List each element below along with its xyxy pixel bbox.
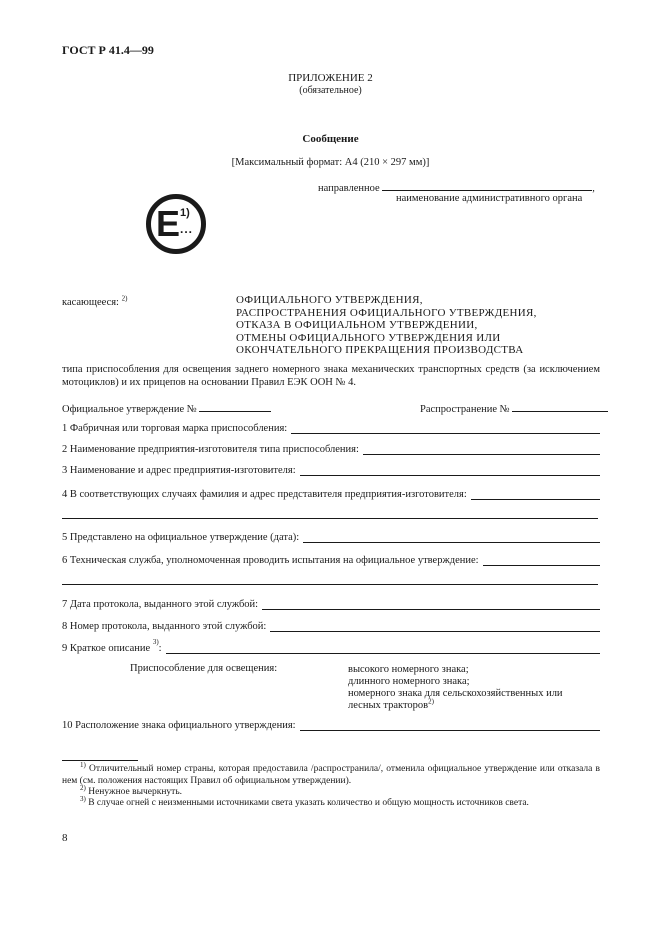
footnote-1 [62,760,601,787]
approval-mark-dots: ... [180,222,194,236]
item-field[interactable] [300,464,600,476]
document-header: ГОСТ Р 41.4—99 [62,43,154,57]
footnote-text: Отличительный номер страны, которая предоставила /распространила/, отменила официальное утверждение или отказала в нем (см. положения настоящих Правил об официальном утверждении). [62,764,601,786]
item-6-continuation-line[interactable] [62,584,598,585]
device-option[interactable]: лесных тракторов [348,700,429,711]
device-option-sup: 2) [428,697,434,706]
item-field[interactable] [270,620,600,632]
extension-number-row [420,400,608,416]
appendix-title: ПРИЛОЖЕНИЕ 2 [288,72,373,84]
sent-to-caption: наименование административного органа [396,193,583,204]
footnote-text: Ненужное вычеркнуть. [88,787,183,797]
item-label: 5 Представлено на официальное утверждение (дата): [62,532,300,543]
extension-number-label: Распространение № [420,404,510,415]
decision-type-line: РАСПРОСТРАНЕНИЯ ОФИЦИАЛЬНОГО УТВЕРЖДЕНИЯ, [236,306,537,319]
approval-mark-sup: 1) [180,207,190,219]
device-option-row [348,697,563,712]
item-label: 2 Наименование предприятия-изготовителя типа приспособления: [62,444,359,455]
item-label: 3 Наименование и адрес предприятия-изготовителя: [62,465,296,476]
item-field[interactable] [483,554,600,566]
document-title: Сообщение [302,133,359,145]
decision-type-line: ОКОНЧАТЕЛЬНОГО ПРЕКРАЩЕНИЯ ПРОИЗВОДСТВА [236,344,524,356]
device-options [348,664,563,712]
item-9 [62,638,600,655]
page-number: 8 [62,832,68,844]
item-9-sup: 3) [152,638,159,646]
item-4 [62,488,600,501]
item-field[interactable] [166,642,600,654]
item-4-continuation-line[interactable] [62,518,598,519]
device-option[interactable]: высокого номерного знака; [348,664,469,675]
item-7 [62,598,600,611]
item-label: 7 Дата протокола, выданного этой службой: [62,599,259,610]
item-1 [62,422,600,435]
device-option[interactable]: длинного номерного знака; [348,676,470,687]
concerning-sup: 2) [121,294,128,303]
item-6 [62,554,600,567]
item-field[interactable] [303,531,600,543]
item-8 [62,620,600,633]
item-label: 4 В соответствующих случаях фамилия и адрес представителя предприятия-изготовителя: [62,489,467,500]
footnote-number: 2) [80,783,86,792]
item-label: 10 Расположение знака официального утверждения: [62,720,296,731]
approval-mark-icon [146,194,206,254]
item-field[interactable] [471,488,600,500]
item-9-colon: : [158,643,162,654]
item-label: 6 Техническая служба, уполномоченная проводить испытания на официальное утверждение: [62,555,479,566]
item-3 [62,464,600,477]
approval-mark-letter: E [156,203,181,244]
item-field[interactable] [363,443,600,455]
concerning-label: касающееся: [62,297,119,308]
appendix-subtitle: (обязательное) [299,85,362,96]
decision-type-line: ОФИЦИАЛЬНОГО УТВЕРЖДЕНИЯ, [236,294,423,306]
footnote-separator [62,760,138,761]
approval-number-row [62,400,271,416]
item-label: 1 Фабричная или торговая марка приспособления: [62,423,288,434]
decision-type-line: ОТМЕНЫ ОФИЦИАЛЬНОГО УТВЕРЖДЕНИЯ ИЛИ [236,331,501,344]
device-label: Приспособление для освещения: [130,663,278,674]
item-label: 8 Номер протокола, выданного этой службой: [62,621,267,632]
sent-to-label: направленное [318,183,380,194]
footnote-number: 1) [80,760,86,769]
footnote-text: В случае огней с неизменными источниками света указать количество и общую мощность источников света. [88,798,529,808]
approval-number-label: Официальное утверждение № [62,404,197,415]
concerning-label-row [62,296,127,309]
decision-type-list [236,294,537,357]
item-10 [62,719,600,732]
sent-to-field[interactable] [382,179,592,191]
footnote-number: 3) [80,794,86,803]
extension-number-field[interactable] [512,400,608,412]
type-paragraph: типа приспособления для освещения заднего номерного знака механических транспортных средств (за исключением мотоциклов) и их прицепов на основании Правил ЕЭК ООН № 4. [62,364,600,388]
sent-to-tail: , [592,183,595,194]
approval-number-field[interactable] [199,400,271,412]
item-5 [62,531,600,544]
footnote-3 [62,794,600,810]
item-2 [62,443,600,456]
item-label: 9 Краткое описание [62,643,151,654]
item-field[interactable] [300,719,600,731]
decision-type-line: ОТКАЗА В ОФИЦИАЛЬНОМ УТВЕРЖДЕНИИ, [236,319,478,331]
item-field[interactable] [262,598,600,610]
device-option[interactable]: номерного знака для сельскохозяйственных или [348,688,563,699]
footnote-2 [62,783,600,799]
item-field[interactable] [291,422,600,434]
format-note: [Максимальный формат: А4 (210 × 297 мм)] [231,157,430,168]
